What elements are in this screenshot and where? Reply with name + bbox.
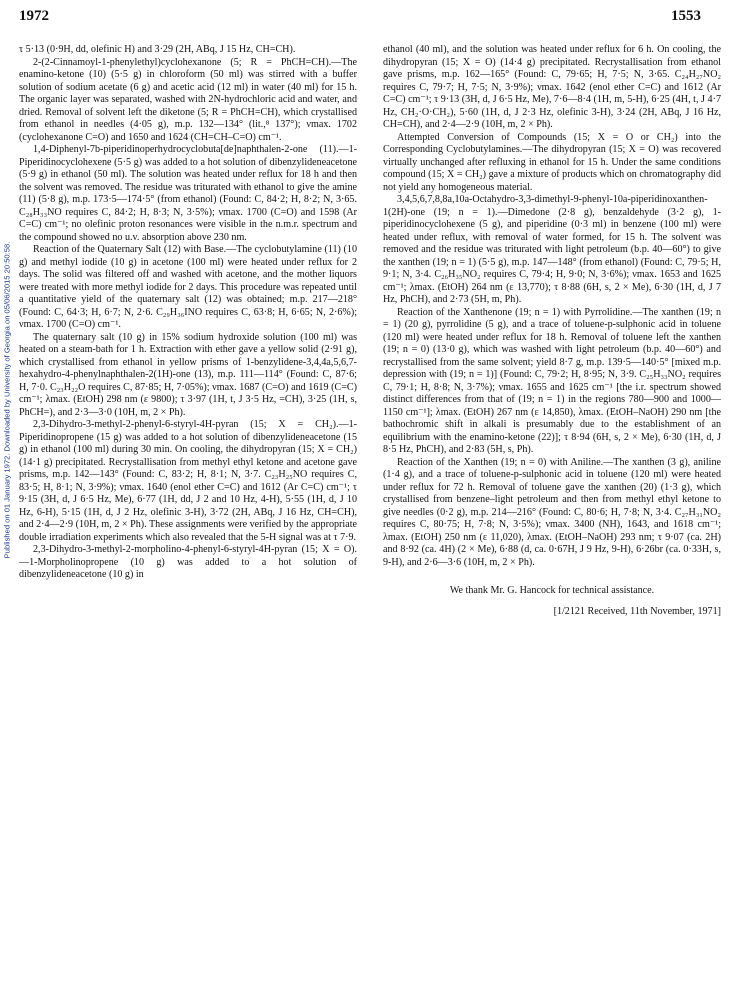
paragraph: Reaction of the Xanthenone (19; n = 1) with Pyrrolidine.—The xanthen (19; n = 1) (20 g), pyrrolidine (5 g), and a trace of toluene-p-sulphonic acid in toluene (120 ml) were heated under reflux for 18 h. Removal of toluene left the xanthen (19; n = 0) (13·0 g), which was washed with light petroleum (b.p. 40—60°) and recrystallised from the same solvent; yield 8·7 g, m.p. 139·5—140·5° [mixed m.p. depression with (19; n = 1)] (Found: C, 79·2; H, 8·95; N, 3·9. C₂₅H₃₃NO₂ requires C, 79·1; H, 8·8; N, 3·7%); νmax. 1655 and 1625 cm⁻¹ [the i.r. spectrum showed distinct differences from that of (19; n = 1) in the regions 780—900 and 1000—1150 cm⁻¹]; λmax. (EtOH) 267 nm (ε 14,850), λmax. (EtOH–NaOH) 290 nm [the bathochromic shift in alkali is presumably due to the establishment of an equilibrium with the enamino-ketone (22)]; τ 8·94 (6H, s, 2 × Me), 6·30 (1H, d, J 8·5 Hz, PhCH), and 2·83 (5H, s, Ph). bbox=[383, 306, 721, 455]
left-column bbox=[19, 44, 357, 582]
acknowledgement: We thank Mr. G. Hancock for technical assistance. bbox=[449, 585, 655, 596]
paragraph: τ 5·13 (0·9H, dd, olefinic H) and 3·29 (2H, ABq, J 15 Hz, CH=CH). bbox=[19, 44, 296, 55]
publication-sidebar bbox=[0, 185, 14, 615]
page-number-right: 1553 bbox=[671, 8, 701, 24]
paragraph: Attempted Conversion of Compounds (15; X = O or CH₂) into the Corresponding Cyclobutylamines.—The dihydropyran (15; X = O) was recovered virtually unchanged after refluxing in ethanol for 15 h. Under the same conditions compound (15; X = CH₂) gave a mixture of products which on chromatography did not yield any homogeneous material. bbox=[383, 131, 721, 193]
paragraph: Reaction of the Xanthen (19; n = 0) with Aniline.—The xanthen (3 g), aniline (1·4 g), and a trace of toluene-p-sulphonic acid in toluene (120 ml) were heated under reflux for 72 h. Removal of toluene gave the xanthen (20) (1·3 g), which crystallised from benzene–light petroleum and then from methyl ethyl ketone to give needles (0·2 g), m.p. 214—216° (Found: C, 80·6; H, 7·8; N, 3·4. C₂₇H₃₁NO₂ requires C, 80·75; H, 7·8; N, 3·5%); νmax. 3400 (NH), 1643, and 1618 cm⁻¹; λmax. (EtOH) 250 nm (ε 11,020), λmax. (EtOH–NaOH) 293 nm; τ 9·07 (ca. 2H) and 8·92 (ca. 4H) (2 × Me), 6·88 (d, ca. 0·67H, J 9 Hz, 9-H), 6·26br (ca. 0·33H, s, 9-H), and 2·6—3·6 (10H, m, 2 × Ph). bbox=[383, 456, 721, 568]
paragraph: 2-(2-Cinnamoyl-1-phenylethyl)cyclohexanone (5; R = PhCH=CH).—The enamino-ketone (10) (5·5 g) in chloroform (50 ml) was stirred with a buffer solution of sodium acetate (6 g) and acetic acid (12 ml) in water (40 ml) for 15 h. The organic layer was separated, washed with 2N-hydrochloric acid and water, and dried. Removal of solvent left the diketone (5; R = PhCH=CH), which crystallised from ethanol in needles (4·05 g), m.p. 132—134° (lit.,⁸ 137°); νmax. 1702 (cyclohexanone C=O) and 1650 and 1624 (CH=CH–C=O) cm⁻¹. bbox=[19, 56, 357, 143]
paragraph: ethanol (40 ml), and the solution was heated under reflux for 6 h. On cooling, the dihydropyran (15; X = O) (14·4 g) precipitated. Recrystallisation from ethanol gave prisms, m.p. 162—165° (Found: C, 79·65; H, 7·5; N, 3·65. C₂₄H₂₇NO₂ requires C, 79·7; H, 7·5; N, 3·9%); νmax. 1642 (enol ether C=C) and 1612 (Ar C=C) cm⁻¹; τ 9·13 (3H, d, J 6·5 Hz, Me), 7·6—8·4 (1H, m, 5-H), 6·25 (4H, t, J 4·7 Hz, CH₂·O·CH₂), 5·60 (1H, d, J 2·3 Hz, olefinic 3-H), 3·24 (2H, ABq, J 16 Hz, CH=CH), and 2·4—2·9 (10H, m, 2 × Ph). bbox=[383, 44, 721, 130]
page-number-left: 1972 bbox=[19, 8, 49, 24]
paragraph: 2,3-Dihydro-3-methyl-2-morpholino-4-phenyl-6-styryl-4H-pyran (15; X = O).—1-Morpholinopropene (10 g) was added to a hot solution of dibenzylideneacetone (10 g) in bbox=[19, 544, 357, 580]
paragraph: 3,4,5,6,7,8,8a,10a-Octahydro-3,3-dimethyl-9-phenyl-10a-piperidinoxanthen-1(2H)-one (19; n = 1).—Dimedone (2·8 g), benzaldehyde (3·2 g), 1-piperidinocyclohexene (5 g), and piperidine (0·3 ml) in benzene (100 ml) were heated under reflux, with removal of water formed, for 15 h. The solvent was removed and the residue was triturated with light petroleum (b.p. 40—60°) to give the xanthen (19; n = 1) (5·5 g), m.p. 147—148° (from ethanol) (Found: C, 79·5; H, 9·1; N, 3·4. C₂₆H₃₅NO₂ requires C, 79·4; H, 9·0; N, 3·6%); νmax. 1653 and 1625 cm⁻¹; λmax. (EtOH) 264 nm (ε 13,770); τ 8·88 (6H, s, 2 × Me), 6·30 (1H, d, J 7 Hz, PhCH), and 2·73 (5H, m, Ph). bbox=[383, 194, 721, 305]
paragraph: 1,4-Diphenyl-7b-piperidinoperhydrocyclobuta[de]naphthalen-2-one (11).—1-Piperidinocyclohexene (5·5 g) was added to a hot solution of dibenzylideneacetone (5·9 g) in ethanol (50 ml). The solution was heated under reflux for 18 h and then the solvent was removed. The residue was triturated with ethanol to give the amine (11) (5·8 g), m.p. 173·5—174·5° (from ethanol) (Found: C, 84·2; H, 8·2; N, 3·65. C₂₈H₃₃NO requires C, 84·2; H, 8·3; N, 3·5%); νmax. 1700 (C=O) and 1598 (Ar C=C) cm⁻¹; no olefinic proton resonances were visible in the n.m.r. spectrum and the compound showed no u.v. absorption above 230 nm. bbox=[19, 144, 357, 243]
publication-notice[interactable]: Published on 01 January 1972. Downloaded by University of Georgia on 05/06/2015 20:50:58. bbox=[2, 241, 12, 559]
paragraph: Reaction of the Quaternary Salt (12) with Base.—The cyclobutylamine (11) (10 g) and methyl iodide (10 g) in acetone (100 ml) were heated under reflux for 2 days. The solid was filtered off and washed with acetone, and the mother liquors were treated with more methyl iodide for 2 days. This procedure was repeated until a quantitative yield of the quaternary salt (12) was obtained; m.p. 217—218° (Found: C, 64·3; H, 6·7; N, 2·6. C₂₉H₃₆INO requires C, 63·8; H, 6·65; N, 2·6%); νmax. 1700 (C=O) cm⁻¹. bbox=[19, 244, 357, 330]
right-column bbox=[383, 44, 721, 618]
received-date: [1/2121 Received, 11th November, 1971] bbox=[553, 605, 721, 617]
paragraph: The quaternary salt (10 g) in 15% sodium hydroxide solution (100 ml) was heated on a steam-bath for 1 h. Extraction with ether gave a yellow solid (2·91 g), which crystallised from ethanol in yellow prisms of 1-benzylidene-3,4,4a,5,6,7-hexahydro-4-phenylnaphthalen-2(1H)-one (13), m.p. 111—114° (Found: C, 87·6; H, 7·0. C₂₃H₂₂O requires C, 87·85; H, 7·05%); νmax. 1687 (C=O) and 1619 (C=C) cm⁻¹; λmax. (EtOH) 298 nm (ε 9800); τ 3·97 (1H, t, J 3·5 Hz, =CH), 3·25 (1H, s, PhCH=), and 2·3—3·0 (10H, m, 2 × Ph). bbox=[19, 331, 357, 418]
paragraph: 2,3-Dihydro-3-methyl-2-phenyl-6-styryl-4H-pyran (15; X = CH₂).—1-Piperidinopropene (15 g) was added to a hot solution of dibenzylideneacetone (15 g) in ethanol (100 ml) during 30 min. On cooling, the dihydropyran (15; X = CH₂) (14·1 g) precipitated. Recrystallisation from methyl ethyl ketone and acetone gave prisms, m.p. 142—143° (Found: C, 83·2; H, 8·1; N, 3·7. C₂₃H₂₅NO requires C, 83·5; H, 8·1; N, 3·9%); νmax. 1640 (enol ether C=C) and 1612 (Ar C=C) cm⁻¹; τ 9·15 (3H, d, J 6·5 Hz, Me), 6·77 (1H, dd, J 2 and 10 Hz, 4-H), 5·55 (1H, d, J 10 Hz, 6-H), 5·15 (1H, d, J 2 Hz, olefinic 3-H), 3·72 (2H, ABq, J 16 Hz, CH=CH), and 2·4—2·9 (10H, m, 2 × Ph). These assignments were verified by the appropriate double irradiation experiments which also revealed that the 5-H signal was at τ 7·9. bbox=[19, 419, 357, 543]
